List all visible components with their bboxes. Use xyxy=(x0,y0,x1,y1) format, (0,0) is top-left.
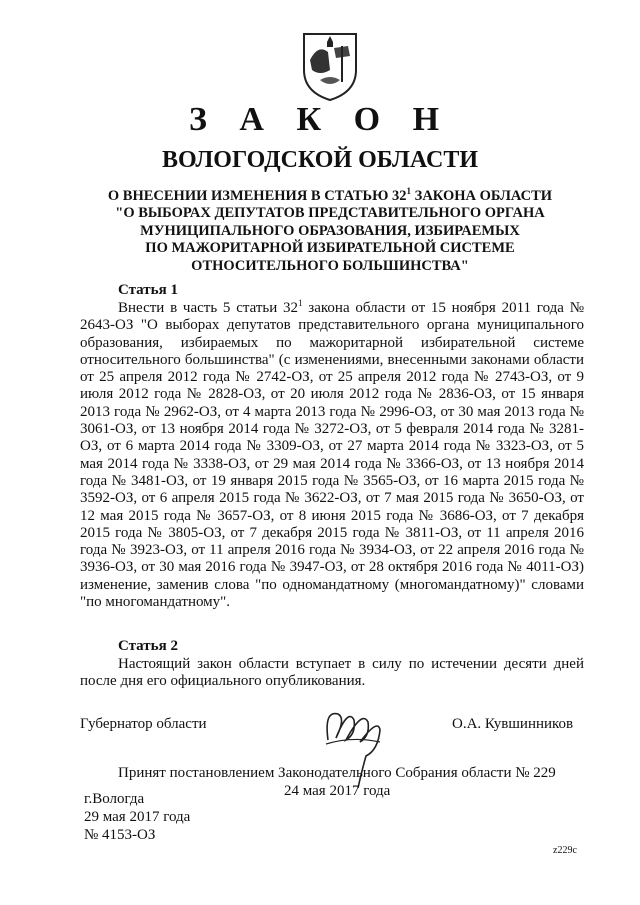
heading-line-3: МУНИЦИПАЛЬНОГО ОБРАЗОВАНИЯ, ИЗБИРАЕМЫХ xyxy=(140,222,520,239)
heading-line-2: "О ВЫБОРАХ ДЕПУТАТОВ ПРЕДСТАВИТЕЛЬНОГО ОРГАНА xyxy=(115,205,545,222)
article-2-text: Настоящий закон области вступает в силу по истечении десяти дней после дня его официального опубликования. xyxy=(80,656,584,690)
document-code: z229c xyxy=(553,845,577,856)
document-title: З А К О Н xyxy=(188,101,452,138)
law-number: № 4153-ОЗ xyxy=(84,827,156,843)
signatory-role: Губернатор области xyxy=(80,716,207,732)
heading-line-4: ПО МАЖОРИТАРНОЙ ИЗБИРАТЕЛЬНОЙ СИСТЕМЕ xyxy=(145,240,515,257)
signatory-name: О.А. Кувшинников xyxy=(452,716,574,732)
adoption-date: 24 мая 2017 года xyxy=(284,783,391,799)
adoption-statement: Принят постановлением Законодательного Собрания области № 229 xyxy=(118,765,556,781)
law-heading xyxy=(60,183,600,275)
coat-of-arms-emblem xyxy=(300,30,360,102)
document-subtitle: ВОЛОГОДСКОЙ ОБЛАСТИ xyxy=(161,147,479,173)
article-1-text: Внести в часть 5 статьи $32^1$ закона области от 15 ноября 2011 года № 2643-ОЗ "О выборах депутатов представительного органа муниципального образования, избираемых по мажоритарной избирательной системе относительного большинства" (с изменениями, внесенными законами области от 25 апреля 2012 года № 2742-ОЗ, от 25 апреля 2012 года № 2743-ОЗ, от 9 июля 2012 года № 2828-ОЗ, от 20 июля 2012 года № 2836-ОЗ, от 15 января 2013 года № 2962-ОЗ, от 4 марта 2013 года № 2996-ОЗ, от 30 мая 2013 года № 3061-ОЗ, от 13 ноября 2014 года № 3272-ОЗ, от 5 февраля 2014 года № 3281-ОЗ, от 6 марта 2014 года № 3309-ОЗ, от 27 марта 2014 года № 3323-ОЗ, от 5 мая 2014 года № 3338-ОЗ, от 29 мая 2014 года № 3366-ОЗ, от 13 ноября 2014 года № 3481-ОЗ, от 19 января 2015 года № 3565-ОЗ, от 16 марта 2015 года № 3592-ОЗ, от 6 апреля 2015 года № 3622-ОЗ, от 7 мая 2015 года № 3650-ОЗ, от 12 мая 2015 года № 3657-ОЗ, от 8 июня 2015 года № 3686-ОЗ, от 7 декабря 2015 года № 3805-ОЗ, от 7 декабря 2015 года № 3811-ОЗ, от 11 апреля 2016 года № 3923-ОЗ, от 11 апреля 2016 года № 3934-ОЗ, от 22 апреля 2016 года № 3936-ОЗ, от 30 мая 2016 года № 3947-ОЗ, от 28 октября 2016 года № 4011-ОЗ) изменение, заменив слова "по одномандатному (многомандатному)" словами "по многомандатному". xyxy=(80,298,584,611)
heading-line-5: ОТНОСИТЕЛЬНОГО БОЛЬШИНСТВА" xyxy=(191,257,469,274)
city: г.Вологда xyxy=(84,791,145,807)
signing-date: 29 мая 2017 года xyxy=(84,809,191,825)
article-2-title: Статья 2 xyxy=(118,638,178,654)
heading-line-1: О ВНЕСЕНИИ ИЗМЕНЕНИЯ В СТАТЬЮ $32^1$ ЗАКОНА ОБЛАСТИ xyxy=(107,186,553,204)
article-1-title: Статья 1 xyxy=(118,282,178,298)
